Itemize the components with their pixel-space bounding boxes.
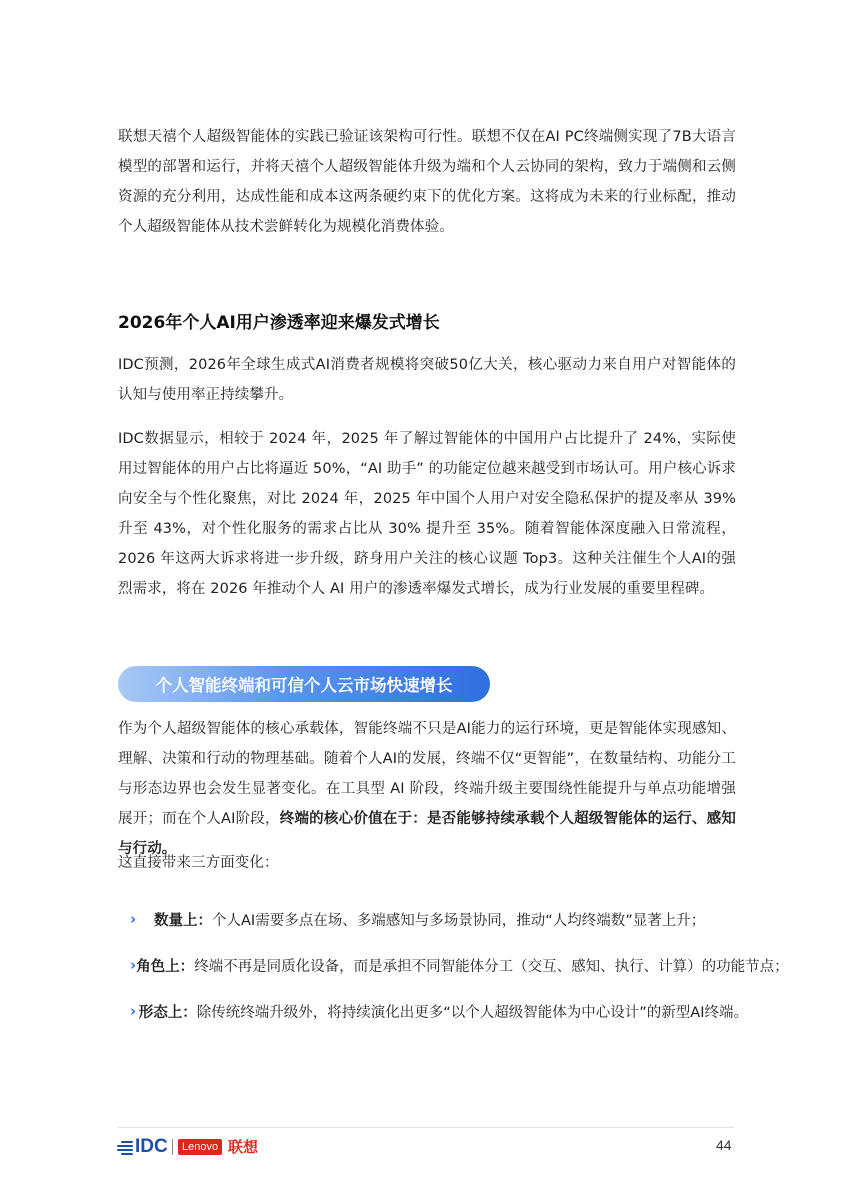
pill-heading-text: 个人智能终端和可信个人云市场快速增长 xyxy=(155,676,453,695)
terminal-paragraph-emphasis: 终端的核心价值在于：是否能够持续承载个人超级智能体的运行、感知与行动。 xyxy=(118,811,736,857)
chevron-right-icon: › xyxy=(130,1002,137,1020)
bullet-label: 数量上： xyxy=(154,912,212,929)
terminal-paragraph-text: 作为个人超级智能体的核心承载体，智能终端不只是AI能力的运行环境，更是智能体实现感知、理解、决策和行动的物理基础。随着个人AI的发展，终端不仅“更智能”，在数量结构、功能分工与形态边界也会发生显著变化。在工具型 AI 阶段，终端升级主要围绕性能提升与单点功能增强展开；而在个人AI阶段， xyxy=(118,721,736,827)
idc-mark-icon xyxy=(117,1140,133,1154)
terminal-paragraph xyxy=(118,714,736,864)
lenovo-logo: Lenovo xyxy=(178,1139,222,1155)
changes-intro: 这直接带来三方面变化： xyxy=(118,855,279,871)
bullet-label: 形态上： xyxy=(138,1004,197,1021)
logo-separator xyxy=(172,1139,173,1155)
changes-list xyxy=(118,896,789,1034)
bullet-label: 角色上： xyxy=(136,958,195,975)
list-item xyxy=(118,942,789,988)
chevron-right-icon: › xyxy=(130,956,137,974)
idc-logo xyxy=(117,1136,168,1158)
chevron-right-icon: › xyxy=(130,910,137,928)
idc-data-paragraph: IDC数据显示，相较于 2024 年，2025 年了解过智能体的中国用户占比提升了 24%，实际使用过智能体的用户占比将逼近 50%，“AI 助手” 的功能定位越来越受到市场认可。用户核心诉求向安全与个性化聚焦，对比 2024 年，2025 年中国个人用户对安全隐私保护的提及率从 39% 升至 43%，对个性化服务的需求占比从 30% 提升至 35%。随着智能体深度融入日常流程，2026 年这两大诉求将进一步升级，跻身用户关注的核心议题 Top3。这种关注催生个人AI的强烈需求，将在 2026 年推动个人 AI 用户的渗透率爆发式增长，成为行业发展的重要里程碑。 xyxy=(118,431,736,597)
idc-logo-text: IDC xyxy=(135,1136,168,1157)
footer-divider xyxy=(118,1127,734,1128)
bullet-text: 除传统终端升级外，将持续演化出更多“以个人超级智能体为中心设计”的新型AI终端。 xyxy=(196,1004,748,1021)
list-item xyxy=(118,896,748,942)
section-heading-pill xyxy=(118,666,490,702)
bullet-text: 个人AI需要多点在场、多端感知与多场景协同，推动“人均终端数”显著上升； xyxy=(212,912,706,929)
idc-forecast-paragraph: IDC预测，2026年全球生成式AI消费者规模将突破50亿大关，核心驱动力来自用户对智能体的认知与使用率正持续攀升。 xyxy=(118,357,736,403)
intro-paragraph: 联想天禧个人超级智能体的实践已验证该架构可行性。联想不仅在AI PC终端侧实现了7B大语言模型的部署和运行，并将天禧个人超级智能体升级为端和个人云协同的架构，致力于端侧和云侧资源的充分利用，达成性能和成本这两条硬约束下的优化方案。这将成为未来的行业标配，推动个人超级智能体从技术尝鲜转化为规模化消费体验。 xyxy=(118,129,736,235)
lianxiang-logo: 联想 xyxy=(228,1138,259,1156)
page-number: 44 xyxy=(716,1137,732,1153)
bullet-text: 终端不再是同质化设备，而是承担不同智能体分工（交互、感知、执行、计算）的功能节点； xyxy=(194,958,789,975)
list-item xyxy=(118,988,748,1034)
section-heading-penetration: 2026年个人AI用户渗透率迎来爆发式增长 xyxy=(118,313,440,333)
